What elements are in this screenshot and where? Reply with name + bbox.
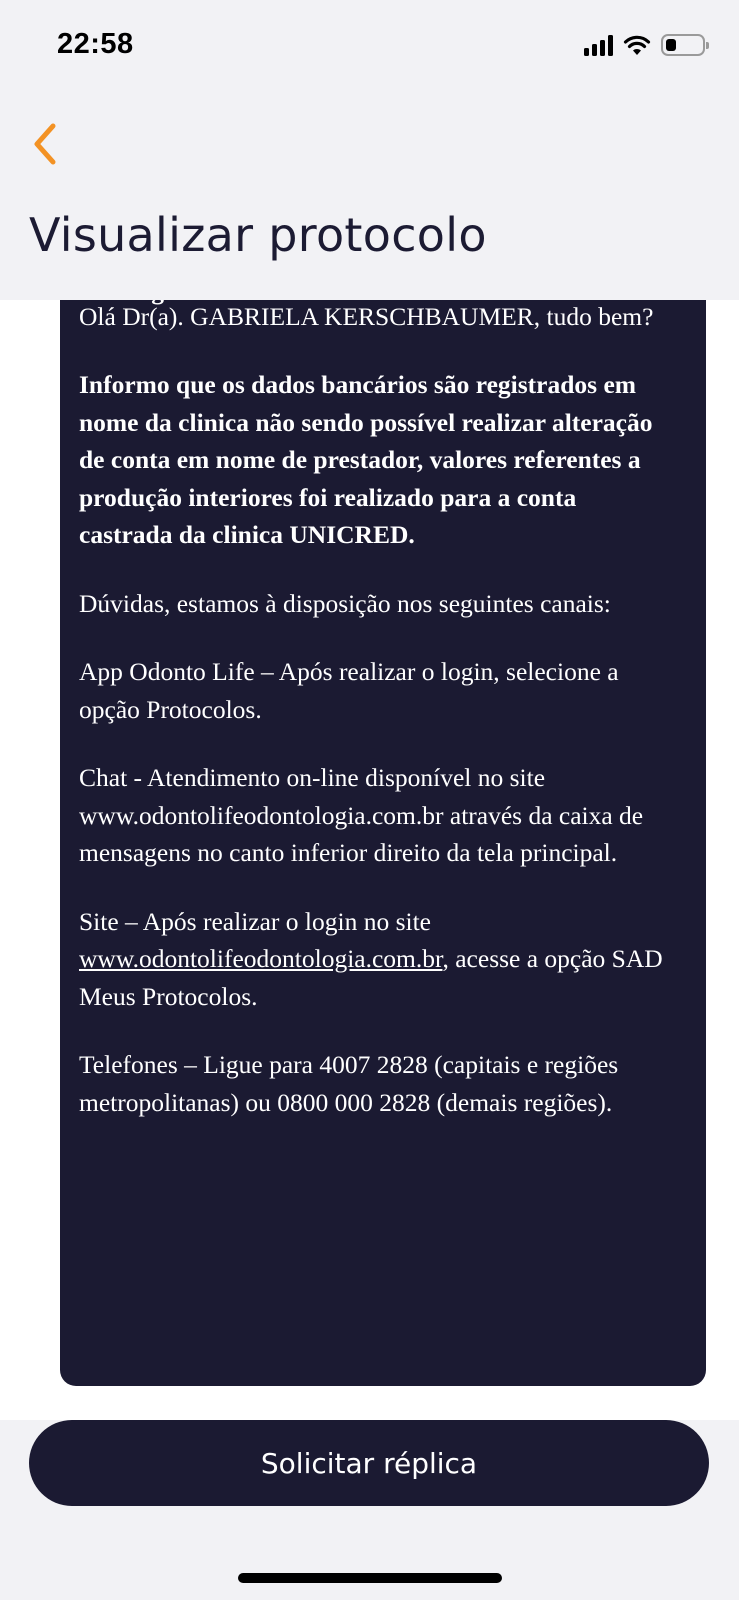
page-title: Visualizar protocolo — [29, 208, 487, 262]
message-greeting: Olá Dr(a). GABRIELA KERSCHBAUMER, tudo bem? — [79, 301, 654, 331]
site-prefix: Site – Após realizar o login no site — [79, 906, 431, 936]
message-card — [60, 260, 706, 1386]
status-time: 22:58 — [57, 28, 134, 60]
message-app-channel: App Odonto Life – Após realizar o login, selecione a opção Protocolos. — [79, 657, 619, 724]
content-scroll-area[interactable] — [0, 300, 739, 1420]
message-chat-channel: Chat - Atendimento on-line disponível no site www.odontolifeodontologia.com.br através da caixa de mensagens no canto inferior direito da tela principal. — [79, 763, 644, 867]
signal-icon — [584, 34, 613, 56]
status-icons — [584, 34, 705, 56]
request-reply-button[interactable]: Solicitar réplica — [29, 1420, 709, 1506]
battery-icon — [661, 34, 705, 56]
message-site-channel — [79, 903, 676, 1016]
message-phones-channel: Telefones – Ligue para 4007 2828 (capitais e regiões metropolitanas) ou 0800 000 2828 (demais regiões). — [79, 1050, 619, 1117]
chevron-left-icon — [24, 118, 68, 170]
header — [0, 96, 739, 300]
site-suffix: , acesse a opção SAD Meus Protocolos. — [79, 944, 663, 1011]
site-link[interactable]: www.odontolifeodontologia.com.br — [79, 944, 443, 973]
home-indicator — [238, 1573, 502, 1583]
wifi-icon — [623, 34, 651, 56]
back-button[interactable] — [24, 118, 68, 170]
message-body: Informo que os dados bancários são registrados em nome da clinica não sendo possível realizar alteração de conta em nome de prestador, valores referentes a produção interiores foi realizado para a conta castrada da clinica UNICRED. — [79, 370, 653, 549]
message-doubts: Dúvidas, estamos à disposição nos seguintes canais: — [79, 588, 611, 618]
status-bar — [0, 0, 739, 96]
